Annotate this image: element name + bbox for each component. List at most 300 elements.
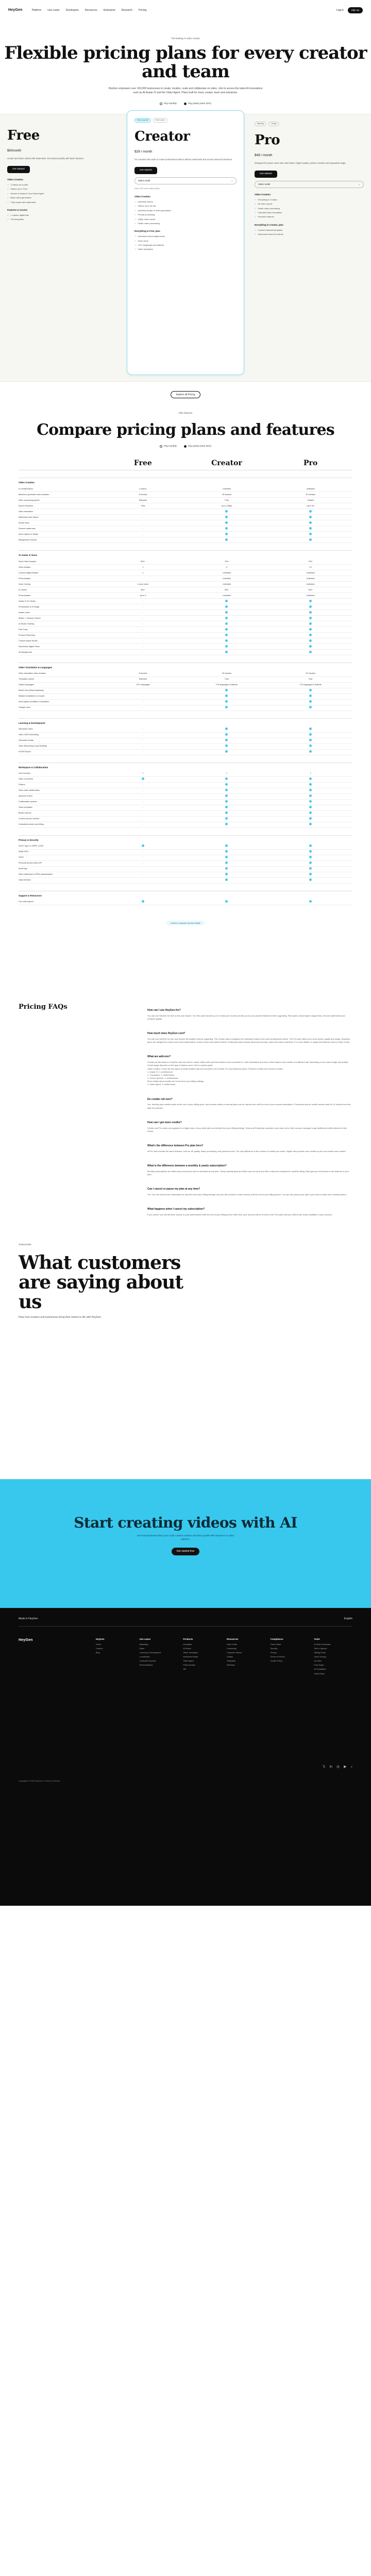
feature-item — [7, 183, 116, 186]
included-icon — [225, 617, 228, 619]
included-icon — [225, 861, 228, 864]
included-icon — [309, 727, 312, 730]
feature-value — [268, 617, 352, 620]
features-heading: Video Creation — [7, 178, 23, 181]
included-icon — [225, 700, 228, 703]
feature-item — [255, 233, 364, 235]
feature-value: 175 languages & dialects — [299, 684, 322, 686]
comparison-row — [19, 559, 352, 565]
faq-answer: Creator and Pro users can upgrade to a higher plan or buy credit add-ons directly from your billing settings. Team and Enterprise customers can reach out to their account manager to get additional credits tailored to their needs. — [147, 1126, 347, 1132]
comparison-columns — [19, 457, 352, 470]
feature-value — [268, 789, 352, 792]
feature-label: 1080p video export — [138, 217, 156, 221]
feature-label: Unlimited Avatar IV video generation — [138, 209, 171, 212]
check-icon: ✓ — [7, 200, 9, 204]
feature-value — [268, 823, 352, 826]
cta-title: Start creating videos with AI — [74, 1514, 297, 1532]
feature-value: 300+ — [224, 588, 229, 591]
included-icon — [309, 706, 312, 708]
feature-name: Auto-caption (subtitle) in translation — [19, 701, 49, 703]
check-icon: ✓ — [134, 205, 137, 208]
feature-value: 1 — [226, 772, 228, 775]
x-icon[interactable]: 𝕏 — [322, 1765, 326, 1769]
footer-link[interactable]: Community — [226, 1647, 237, 1650]
feature-value — [268, 516, 352, 519]
footer-link[interactable]: Security — [270, 1647, 278, 1650]
not-included-icon: – — [142, 751, 144, 753]
language-selector[interactable]: English — [344, 1617, 352, 1621]
comparison-row — [19, 520, 352, 526]
not-included-icon: – — [142, 516, 144, 518]
feature-label: Unlimited custom digital twins — [138, 235, 165, 238]
faq-item[interactable] — [147, 1098, 352, 1110]
footer-link[interactable]: AI Translation — [314, 1668, 326, 1671]
included-icon — [309, 700, 312, 703]
feature-value — [185, 744, 269, 748]
included-icon — [225, 694, 228, 697]
comparison-row — [19, 515, 352, 520]
faq-answer: Yes. You can cancel your subscription at any time from your billing settings, and you will continue to have access until the end of your billing period. You can also pause your plan if you need a break from creating videos. — [147, 1193, 347, 1196]
signup-button[interactable]: Sign up — [348, 7, 363, 13]
included-icon — [309, 617, 312, 619]
footer-link[interactable]: Face Swap — [314, 1664, 324, 1667]
feature-name: Brand controls — [19, 812, 31, 815]
comparison-row — [19, 783, 352, 788]
feature-value — [185, 806, 269, 809]
feature-value — [101, 600, 185, 603]
included-icon — [225, 733, 228, 736]
feature-name: Video watermark (C2PA) authentication — [19, 873, 53, 876]
feature-item — [255, 215, 364, 218]
feature-value — [268, 527, 352, 531]
comparison-row — [19, 800, 352, 805]
feature-value — [101, 533, 185, 536]
faq-item[interactable] — [147, 1164, 352, 1176]
feature-value — [268, 600, 352, 603]
not-included-icon: – — [142, 701, 144, 703]
feature-name: Brand voice (Brand glossary) — [19, 689, 44, 692]
check-icon: ✓ — [255, 202, 257, 206]
included-icon — [309, 823, 312, 825]
testimonials — [0, 1243, 371, 1319]
nav-link[interactable]: Pricing — [139, 8, 147, 12]
comparison-row — [19, 492, 352, 498]
faq-question[interactable]: What is the difference between a monthly & yearly subscription? — [147, 1164, 227, 1167]
footer-column — [96, 1638, 134, 1677]
comparison-row — [19, 537, 352, 543]
faq-section — [0, 1003, 371, 1228]
not-included-icon: – — [142, 611, 144, 614]
feature-value — [185, 617, 269, 620]
faq-item[interactable] — [147, 1032, 352, 1044]
feature-value — [268, 639, 352, 643]
feature-item — [7, 196, 116, 199]
comparison-section-title: Workspace & Collaboration — [19, 762, 352, 771]
included-icon — [225, 823, 228, 825]
feature-name: Output languages — [19, 684, 34, 686]
feature-value: 1 — [310, 772, 311, 775]
feature-value: Standard — [139, 678, 147, 681]
not-included-icon: – — [142, 600, 144, 602]
footer-link[interactable]: Privacy — [270, 1651, 277, 1654]
feature-item — [255, 207, 364, 210]
feature-value — [101, 606, 185, 608]
logo[interactable]: HeyGen — [8, 8, 23, 12]
not-included-icon: – — [142, 745, 144, 748]
footer-link[interactable]: Templates — [226, 1660, 236, 1663]
footer-link[interactable]: Blog — [96, 1651, 100, 1654]
not-included-icon: – — [142, 651, 144, 653]
footer-link[interactable]: Interactive Avatar — [183, 1656, 198, 1658]
footer-link[interactable]: Learning & Development — [139, 1651, 161, 1654]
footer-link[interactable]: Terms of Service — [270, 1656, 285, 1658]
included-icon — [225, 689, 228, 691]
footer-link[interactable]: Talking Photo — [314, 1651, 326, 1654]
credit-select[interactable] — [255, 181, 364, 188]
footer-column-title: Resources — [226, 1637, 239, 1640]
feature-name: Custom Avatar Studio — [19, 639, 38, 642]
footer-link[interactable]: Photo Avatars — [183, 1664, 195, 1667]
compare-footer — [0, 921, 371, 925]
faq-question[interactable]: Can I cancel or pause my plan at any time? — [147, 1187, 200, 1191]
footer-link[interactable]: Text to Speech — [314, 1647, 327, 1650]
feature-label: Everything in Creator — [258, 198, 277, 201]
check-icon: ✓ — [255, 233, 257, 236]
footer-link[interactable]: Webinars — [226, 1664, 235, 1667]
footer-link[interactable]: AI Studio — [183, 1647, 191, 1650]
footer-link[interactable]: Sales — [139, 1647, 145, 1650]
faq-answer: All Pro tiers include the same features, such as 4K quality, faster processing, and premium tools. The only difference is the number of credits per month. Higher tiers provide more credits so you can create more content. — [147, 1149, 346, 1153]
footer-link[interactable]: Help Center — [226, 1643, 238, 1646]
comparison-row — [19, 650, 352, 655]
included-icon — [309, 783, 312, 786]
feature-value — [101, 511, 185, 513]
plan-name: Pro — [255, 132, 280, 148]
check-icon: ✓ — [134, 213, 137, 216]
check-icon: ✓ — [255, 228, 257, 231]
comparison-row — [19, 900, 352, 905]
footer-link[interactable]: Trust Center — [270, 1643, 281, 1646]
credit-select[interactable] — [134, 177, 237, 184]
faq-item[interactable] — [147, 1009, 352, 1021]
not-included-icon: – — [142, 622, 144, 625]
testimonials-title: What customers are saying about us — [19, 1251, 183, 1313]
feature-value: Unlimited — [223, 487, 231, 490]
comparison-row — [19, 700, 352, 705]
footer-link[interactable]: Localization — [139, 1656, 150, 1658]
included-icon — [309, 510, 312, 513]
feature-value — [101, 728, 185, 731]
comparison-row — [19, 638, 352, 644]
youtube-icon[interactable]: ▶ — [344, 1765, 347, 1769]
feature-label: Advanced brand kit controls — [258, 233, 283, 236]
feature-name: User licenses — [19, 772, 30, 775]
feature-name: 4K Background — [19, 651, 32, 653]
not-included-icon: – — [142, 639, 144, 642]
footer-link[interactable]: AI Video Generator — [314, 1643, 331, 1646]
not-included-icon: – — [142, 856, 144, 859]
comparison-row — [19, 738, 352, 744]
feature-label: Videos up to 30 min — [138, 205, 156, 208]
included-icon — [225, 611, 228, 614]
included-icon — [309, 605, 312, 608]
included-icon — [225, 639, 228, 642]
faq-item[interactable] — [147, 1188, 352, 1196]
feature-item — [134, 218, 237, 221]
included-icon — [225, 850, 228, 853]
feature-name: Data retention — [19, 879, 31, 882]
comparison-row — [19, 532, 352, 537]
feature-item — [7, 201, 116, 204]
plan-cta-button[interactable]: Get started — [134, 167, 157, 174]
top-nav — [0, 0, 371, 21]
radio-selected-icon — [184, 445, 187, 448]
plan-price: $49 / month — [255, 153, 273, 157]
included-icon — [309, 867, 312, 870]
feature-value: Up to 4K — [307, 504, 315, 507]
feature-value — [268, 794, 352, 798]
included-icon — [309, 533, 312, 535]
plan-cta-button[interactable]: Get started — [255, 171, 277, 178]
feature-value — [101, 812, 185, 815]
plan-description: Create and share videos with watermark. Get started quickly with basic features. — [7, 157, 84, 160]
explore-pricing-button[interactable]: Explore all Pricing — [171, 391, 201, 398]
feature-label: Video translation — [138, 248, 154, 251]
not-included-icon: – — [142, 728, 144, 731]
footer-link[interactable]: Cookie Policy — [270, 1660, 282, 1663]
feature-label: 175+ languages and dialects — [138, 244, 164, 247]
check-icon: ✓ — [255, 215, 257, 218]
faq-item[interactable] — [147, 1208, 352, 1216]
included-icon — [309, 777, 312, 780]
feature-name: Video translation — [19, 510, 33, 513]
feature-value: Unlimited — [223, 571, 231, 574]
footer-link[interactable]: API — [183, 1668, 187, 1671]
comparison-row — [19, 616, 352, 621]
nav-link[interactable]: Resources — [85, 8, 97, 12]
faq-question[interactable]: Do credits roll over? — [147, 1097, 173, 1101]
included-icon — [309, 634, 312, 636]
faq-item[interactable] — [147, 1055, 352, 1086]
comparison-row — [19, 811, 352, 817]
footer-link[interactable]: Marketing — [139, 1643, 148, 1646]
footer-link[interactable]: AI Avatars — [183, 1643, 192, 1646]
feature-value — [185, 878, 269, 882]
feature-value: Up to 3 — [140, 594, 146, 597]
comparison-row — [19, 509, 352, 515]
feature-name: Custom access controls — [19, 818, 40, 820]
nav-link[interactable]: Research — [121, 8, 133, 12]
instagram-icon[interactable]: ◎ — [336, 1765, 340, 1769]
creator-highlight-card — [127, 110, 244, 375]
feature-item — [134, 235, 237, 238]
column-free: Free — [133, 459, 152, 468]
comparison-row — [19, 593, 352, 599]
feature-value: 700+ — [224, 560, 229, 563]
not-included-icon: – — [142, 801, 144, 803]
feature-value: 720p — [141, 504, 145, 507]
feature-value — [268, 867, 352, 871]
included-icon — [309, 611, 312, 614]
feature-name: Maximum generated video duration — [19, 493, 49, 496]
feature-value: Up to 1080p — [221, 504, 232, 507]
faq-question[interactable]: What happens when I cancel my subscription? — [147, 1207, 205, 1211]
footer-link[interactable]: Video Agent — [183, 1660, 194, 1663]
not-included-icon: – — [142, 795, 144, 798]
feature-value — [185, 811, 269, 815]
footer-column — [314, 1638, 352, 1677]
footer-logo[interactable]: HeyGen — [19, 1638, 33, 1642]
included-icon — [309, 516, 312, 518]
footer-made-in: Made in HeyGen — [19, 1617, 38, 1621]
feature-name: Video translation video duration — [19, 672, 46, 675]
radio-selected-icon — [184, 103, 187, 105]
footer-link[interactable]: Personalization — [139, 1664, 153, 1667]
comparison-row — [19, 570, 352, 576]
linkedin-icon[interactable]: in — [329, 1765, 332, 1769]
feature-value: Standard — [139, 499, 147, 501]
included-icon — [309, 873, 312, 875]
included-icon — [309, 861, 312, 864]
check-icon: ✓ — [134, 217, 137, 221]
feature-name: Translation speed — [19, 678, 35, 681]
included-icon — [225, 628, 228, 631]
compare-billing-toggle — [0, 445, 371, 448]
feature-name: AI Voices — [19, 588, 27, 591]
footer-link[interactable]: Voice Cloning — [314, 1656, 326, 1658]
footer-link[interactable]: Lip Sync — [314, 1660, 322, 1663]
footer-link[interactable]: Customer Success — [139, 1660, 156, 1663]
nav-link[interactable]: Enterprise — [103, 8, 115, 12]
feature-name: Video comments — [19, 778, 33, 781]
included-icon — [225, 750, 228, 753]
feature-value: 700+ — [308, 560, 313, 563]
feature-value — [268, 727, 352, 731]
comparison-row — [19, 486, 352, 492]
compare-monthly-option[interactable] — [160, 445, 177, 448]
footer-link[interactable]: Video Editor — [314, 1672, 325, 1675]
included-icon — [225, 651, 228, 653]
feature-name: HCOM Export — [19, 751, 31, 753]
feature-value — [185, 800, 269, 804]
faq-question[interactable]: What's the difference between Pro plan tiers? — [147, 1144, 204, 1147]
faq-question[interactable]: How much does HeyGen cost? — [147, 1032, 185, 1036]
plan-cta-button[interactable]: Get started — [7, 166, 30, 173]
nav-link[interactable]: Use cases — [47, 8, 60, 12]
billing-yearly-option[interactable] — [184, 102, 211, 105]
not-included-icon: – — [142, 789, 144, 792]
not-included-icon: – — [142, 628, 144, 631]
feature-value — [185, 533, 269, 536]
not-included-icon: – — [142, 818, 144, 820]
not-included-icon: – — [142, 617, 144, 619]
faq-item[interactable] — [147, 1144, 352, 1153]
plan-free — [0, 114, 124, 381]
included-icon — [309, 811, 312, 814]
footer-link[interactable]: Guides — [226, 1656, 233, 1658]
tiktok-icon[interactable]: ♪ — [350, 1765, 352, 1769]
feature-value: Fast — [225, 678, 229, 681]
faq-question[interactable]: What are add-ons? — [147, 1055, 171, 1059]
feature-value — [101, 751, 185, 753]
feature-value — [101, 539, 185, 541]
plan-tags — [134, 118, 237, 123]
plan-name: Free — [7, 127, 40, 143]
comparison-row — [19, 498, 352, 503]
included-icon — [309, 739, 312, 741]
footer-link[interactable]: Home — [96, 1643, 102, 1646]
login-link[interactable]: Log in — [336, 8, 344, 12]
faq-answer: Credits are like tokens in HeyGen and are used to create videos with premium features such as Avatar IV, video translation and more. Each feature uses credits at a different rate depending on the video length and quality. Credit usage depends on the type of feature used. Here's a quick guide: Video creation: There are two types of credit bundles that are included in the Creator, Pro and Business plans: Premium Credits and General Credits. 1. Avatar IV: 1 credit/minute 2. Translation: 1 credit/minute 3. Text-to-Speech: 1 credit/minute More details about credits can be found in your billing settings. 4. Video Agent: 1 credit/minute — [147, 1061, 348, 1086]
footer-link[interactable]: Customer Stories — [226, 1651, 242, 1654]
comparison-row — [19, 805, 352, 811]
feature-value — [268, 634, 352, 637]
check-icon: ✓ — [7, 188, 9, 191]
comparison-row — [19, 610, 352, 616]
feature-name: Avatar Looks — [19, 611, 30, 614]
credit-select-value: Select credit — [258, 183, 271, 186]
comparison-row — [19, 822, 352, 828]
not-included-icon: – — [142, 706, 144, 709]
feature-value: 1 — [142, 571, 144, 574]
feature-item — [134, 240, 237, 242]
plan-description: Designed for power users who want faster, higher-quality content creation and expanded usage. — [255, 162, 346, 165]
comparison-row — [19, 850, 352, 855]
included-icon — [225, 806, 228, 808]
compare-yearly-label: Pay yearly (save 22%) — [188, 445, 211, 448]
footer-link[interactable]: Careers — [96, 1647, 103, 1650]
feature-item — [255, 198, 364, 201]
included-icon — [309, 789, 312, 791]
feature-value — [185, 856, 269, 859]
faq-item[interactable] — [147, 1121, 352, 1133]
compare-header — [0, 398, 371, 448]
nav-link[interactable]: Developers — [65, 8, 79, 12]
footer-link[interactable]: Video Translation — [183, 1651, 198, 1654]
feature-name: Expressive Digital Twins — [19, 645, 40, 648]
included-icon — [225, 789, 228, 791]
feature-value: 300+ — [141, 588, 145, 591]
cta-button[interactable]: Get started free — [172, 1548, 200, 1555]
feature-value — [101, 578, 185, 580]
feature-name: PhotoAvatar & AI Image — [19, 605, 40, 608]
plan-name: Creator — [134, 128, 190, 144]
included-icon — [225, 794, 228, 797]
feature-value — [101, 528, 185, 530]
feature-value: 30 minutes — [222, 672, 232, 675]
feature-item — [7, 188, 116, 190]
comparison-row — [19, 565, 352, 570]
comparison-row — [19, 688, 352, 694]
feature-value — [101, 801, 185, 803]
included-icon — [309, 600, 312, 602]
feature-value — [268, 694, 352, 698]
feature-value — [268, 878, 352, 882]
feature-name: Stock Video Avatars — [19, 560, 36, 563]
feature-value — [268, 645, 352, 649]
comparison-row — [19, 671, 352, 677]
faq-question[interactable]: How can I use HeyGen for? — [147, 1009, 181, 1012]
feature-name: Remove watermark — [19, 527, 36, 530]
feature-value — [101, 612, 185, 614]
faq-question[interactable]: How can I get more credits? — [147, 1121, 182, 1124]
nav-link[interactable]: Platform — [31, 8, 42, 12]
plan-price: $29 / month — [134, 149, 153, 154]
copyright: Copyright © 2025 HeyGen • Terms of Service — [19, 1780, 60, 1783]
billing-monthly-option[interactable] — [160, 102, 177, 105]
compare-yearly-option[interactable] — [184, 445, 211, 448]
included-icon — [309, 527, 312, 530]
